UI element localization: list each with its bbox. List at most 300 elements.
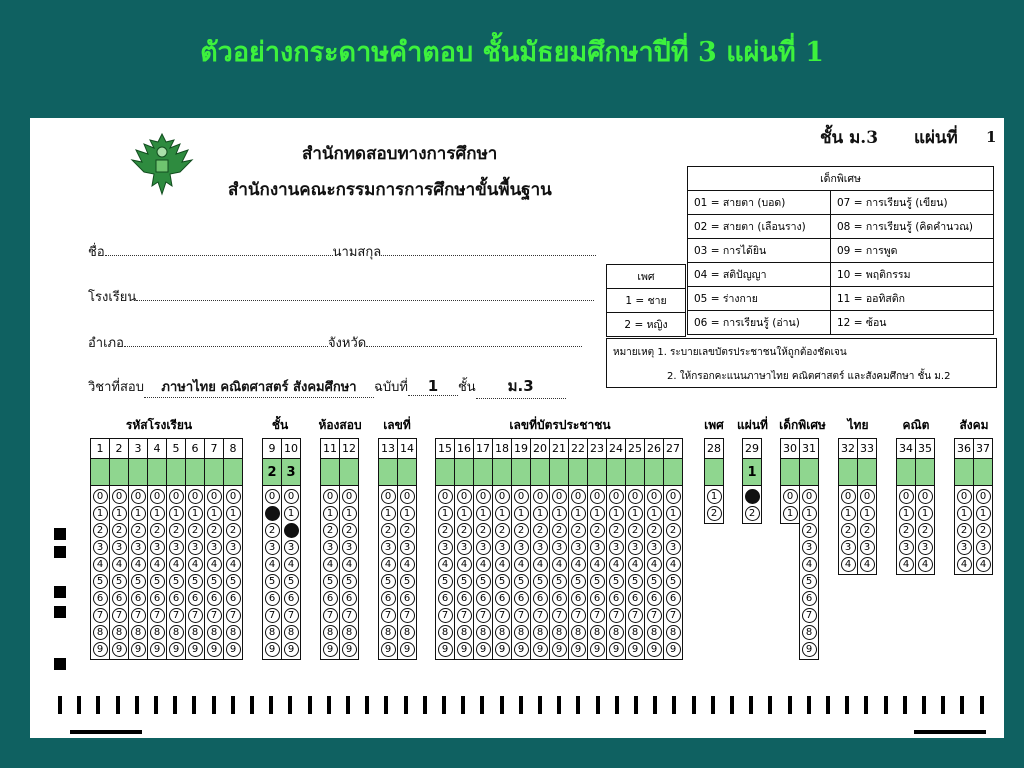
answer-bubble[interactable]: 1 [514,506,529,521]
answer-bubble[interactable]: 4 [533,557,548,572]
answer-bubble[interactable]: 6 [571,591,586,606]
answer-bubble[interactable]: 9 [590,642,605,657]
answer-bubble[interactable]: 0 [265,489,280,504]
answer-bubble[interactable]: 6 [342,591,357,606]
answer-bubble[interactable]: 9 [342,642,357,657]
answer-bubble[interactable]: 3 [552,540,567,555]
answer-bubble[interactable]: 1 [438,506,453,521]
answer-bubble[interactable]: 1 [284,506,299,521]
write-in-box[interactable] [781,459,799,486]
answer-bubble[interactable]: 8 [226,625,241,640]
answer-bubble[interactable]: 9 [188,642,203,657]
answer-bubble[interactable]: 5 [666,574,681,589]
answer-bubble[interactable]: 8 [438,625,453,640]
answer-bubble[interactable]: 3 [899,540,914,555]
answer-bubble[interactable]: 9 [628,642,643,657]
answer-bubble[interactable]: 9 [265,642,280,657]
answer-bubble[interactable]: 5 [495,574,510,589]
answer-bubble[interactable]: 3 [666,540,681,555]
answer-bubble[interactable]: 9 [476,642,491,657]
answer-bubble[interactable]: 3 [860,540,875,555]
answer-bubble[interactable]: 1 [783,506,798,521]
surname-field[interactable] [381,255,596,256]
answer-bubble[interactable]: 2 [514,523,529,538]
answer-bubble[interactable]: 2 [226,523,241,538]
answer-bubble[interactable]: 0 [647,489,662,504]
write-in-box[interactable] [186,459,204,486]
version-value[interactable]: 1 [408,377,458,396]
answer-bubble[interactable]: 8 [381,625,396,640]
answer-bubble[interactable]: 6 [169,591,184,606]
answer-bubble[interactable]: 5 [590,574,605,589]
subject-value[interactable]: ภาษาไทย คณิตศาสตร์ สังคมศึกษา [144,376,374,398]
answer-bubble[interactable]: 9 [169,642,184,657]
answer-bubble[interactable]: 6 [381,591,396,606]
answer-bubble[interactable]: 7 [438,608,453,623]
answer-bubble[interactable]: 8 [188,625,203,640]
answer-bubble[interactable]: 9 [93,642,108,657]
answer-bubble[interactable]: 9 [112,642,127,657]
answer-bubble[interactable]: 3 [400,540,415,555]
answer-bubble[interactable]: 5 [609,574,624,589]
district-field[interactable] [124,346,328,347]
answer-bubble[interactable]: 6 [323,591,338,606]
answer-bubble[interactable] [284,523,299,538]
answer-bubble[interactable]: 6 [226,591,241,606]
answer-bubble[interactable]: 1 [169,506,184,521]
write-in-box[interactable] [398,459,416,486]
answer-bubble[interactable]: 5 [438,574,453,589]
answer-bubble[interactable]: 1 [495,506,510,521]
answer-bubble[interactable]: 4 [899,557,914,572]
answer-bubble[interactable]: 4 [802,557,817,572]
answer-bubble[interactable]: 2 [495,523,510,538]
answer-bubble[interactable]: 5 [265,574,280,589]
answer-bubble[interactable]: 9 [381,642,396,657]
answer-bubble[interactable]: 8 [514,625,529,640]
answer-bubble[interactable]: 5 [284,574,299,589]
answer-bubble[interactable]: 8 [476,625,491,640]
answer-bubble[interactable]: 1 [590,506,605,521]
answer-bubble[interactable]: 0 [476,489,491,504]
answer-bubble[interactable]: 8 [628,625,643,640]
answer-bubble[interactable]: 7 [93,608,108,623]
answer-bubble[interactable]: 5 [571,574,586,589]
answer-bubble[interactable]: 4 [400,557,415,572]
answer-bubble[interactable]: 4 [609,557,624,572]
answer-bubble[interactable]: 1 [323,506,338,521]
answer-bubble[interactable]: 0 [957,489,972,504]
answer-bubble[interactable]: 6 [265,591,280,606]
answer-bubble[interactable]: 3 [381,540,396,555]
answer-bubble[interactable]: 7 [284,608,299,623]
answer-bubble[interactable]: 6 [552,591,567,606]
write-in-box[interactable] [493,459,511,486]
answer-bubble[interactable]: 3 [571,540,586,555]
write-in-box[interactable] [91,459,109,486]
answer-bubble[interactable]: 5 [476,574,491,589]
answer-bubble[interactable]: 2 [571,523,586,538]
answer-bubble[interactable]: 4 [131,557,146,572]
write-in-box[interactable] [455,459,473,486]
answer-bubble[interactable]: 9 [802,642,817,657]
answer-bubble[interactable]: 0 [207,489,222,504]
write-in-box[interactable]: 2 [263,459,281,486]
answer-bubble[interactable]: 4 [112,557,127,572]
answer-bubble[interactable]: 9 [323,642,338,657]
answer-bubble[interactable]: 7 [590,608,605,623]
answer-bubble[interactable]: 5 [188,574,203,589]
answer-bubble[interactable]: 7 [533,608,548,623]
answer-bubble[interactable]: 6 [93,591,108,606]
answer-bubble[interactable]: 8 [609,625,624,640]
answer-bubble[interactable]: 7 [150,608,165,623]
answer-bubble[interactable]: 3 [150,540,165,555]
answer-bubble[interactable]: 0 [918,489,933,504]
answer-bubble[interactable]: 2 [457,523,472,538]
write-in-box[interactable] [916,459,934,486]
answer-bubble[interactable]: 1 [188,506,203,521]
answer-bubble[interactable]: 9 [514,642,529,657]
answer-bubble[interactable]: 3 [93,540,108,555]
answer-bubble[interactable]: 0 [552,489,567,504]
answer-bubble[interactable]: 7 [188,608,203,623]
answer-bubble[interactable]: 3 [514,540,529,555]
answer-bubble[interactable]: 7 [495,608,510,623]
answer-bubble[interactable]: 8 [207,625,222,640]
answer-bubble[interactable]: 4 [647,557,662,572]
answer-bubble[interactable]: 2 [957,523,972,538]
answer-bubble[interactable]: 1 [841,506,856,521]
answer-bubble[interactable]: 1 [112,506,127,521]
answer-bubble[interactable]: 4 [476,557,491,572]
answer-bubble[interactable]: 9 [552,642,567,657]
answer-bubble[interactable]: 8 [93,625,108,640]
answer-bubble[interactable]: 9 [438,642,453,657]
answer-bubble[interactable]: 3 [802,540,817,555]
answer-bubble[interactable]: 1 [131,506,146,521]
write-in-box[interactable] [129,459,147,486]
answer-bubble[interactable]: 0 [150,489,165,504]
write-in-box[interactable]: 1 [743,459,761,486]
answer-bubble[interactable]: 1 [552,506,567,521]
answer-bubble[interactable]: 3 [438,540,453,555]
answer-bubble[interactable]: 1 [707,489,722,504]
answer-bubble[interactable]: 2 [400,523,415,538]
answer-bubble[interactable]: 8 [400,625,415,640]
answer-bubble[interactable]: 1 [381,506,396,521]
write-in-box[interactable] [531,459,549,486]
answer-bubble[interactable]: 4 [188,557,203,572]
answer-bubble[interactable]: 2 [265,523,280,538]
answer-bubble[interactable]: 8 [150,625,165,640]
answer-bubble[interactable]: 3 [918,540,933,555]
answer-bubble[interactable]: 7 [647,608,662,623]
answer-bubble[interactable]: 8 [265,625,280,640]
answer-bubble[interactable]: 9 [131,642,146,657]
answer-bubble[interactable]: 0 [783,489,798,504]
answer-bubble[interactable]: 8 [571,625,586,640]
answer-bubble[interactable] [265,506,280,521]
write-in-box[interactable] [550,459,568,486]
answer-bubble[interactable]: 3 [323,540,338,555]
answer-bubble[interactable]: 3 [533,540,548,555]
answer-bubble[interactable]: 7 [571,608,586,623]
answer-bubble[interactable]: 9 [533,642,548,657]
answer-bubble[interactable]: 0 [514,489,529,504]
answer-bubble[interactable]: 1 [628,506,643,521]
answer-bubble[interactable]: 0 [93,489,108,504]
answer-bubble[interactable]: 2 [745,506,760,521]
answer-bubble[interactable]: 1 [226,506,241,521]
answer-bubble[interactable]: 0 [381,489,396,504]
answer-bubble[interactable]: 5 [226,574,241,589]
answer-bubble[interactable]: 0 [976,489,991,504]
answer-bubble[interactable]: 6 [628,591,643,606]
answer-bubble[interactable]: 0 [571,489,586,504]
answer-bubble[interactable]: 7 [207,608,222,623]
answer-bubble[interactable]: 4 [514,557,529,572]
answer-bubble[interactable]: 2 [666,523,681,538]
answer-bubble[interactable]: 2 [841,523,856,538]
answer-bubble[interactable]: 5 [514,574,529,589]
answer-bubble[interactable]: 4 [841,557,856,572]
answer-bubble[interactable]: 8 [552,625,567,640]
answer-bubble[interactable]: 2 [476,523,491,538]
answer-bubble[interactable]: 1 [457,506,472,521]
answer-bubble[interactable]: 7 [342,608,357,623]
answer-bubble[interactable]: 1 [609,506,624,521]
answer-bubble[interactable]: 6 [590,591,605,606]
answer-bubble[interactable]: 4 [438,557,453,572]
answer-bubble[interactable]: 4 [381,557,396,572]
answer-bubble[interactable]: 2 [323,523,338,538]
answer-bubble[interactable]: 2 [93,523,108,538]
answer-bubble[interactable]: 2 [976,523,991,538]
answer-bubble[interactable]: 6 [284,591,299,606]
answer-bubble[interactable]: 5 [323,574,338,589]
answer-bubble[interactable]: 6 [188,591,203,606]
write-in-box[interactable] [705,459,723,486]
answer-bubble[interactable]: 6 [131,591,146,606]
answer-bubble[interactable]: 7 [112,608,127,623]
answer-bubble[interactable]: 1 [571,506,586,521]
answer-bubble[interactable]: 7 [169,608,184,623]
answer-bubble[interactable]: 8 [323,625,338,640]
answer-bubble[interactable]: 9 [207,642,222,657]
answer-bubble[interactable]: 3 [188,540,203,555]
write-in-box[interactable] [800,459,818,486]
answer-bubble[interactable]: 3 [590,540,605,555]
answer-bubble[interactable]: 0 [609,489,624,504]
answer-bubble[interactable]: 5 [628,574,643,589]
answer-bubble[interactable]: 0 [802,489,817,504]
answer-bubble[interactable]: 4 [169,557,184,572]
answer-bubble[interactable]: 7 [609,608,624,623]
answer-bubble[interactable]: 1 [957,506,972,521]
answer-bubble[interactable]: 3 [647,540,662,555]
write-in-box[interactable] [474,459,492,486]
answer-bubble[interactable]: 0 [841,489,856,504]
answer-bubble[interactable]: 7 [628,608,643,623]
answer-bubble[interactable]: 7 [457,608,472,623]
answer-bubble[interactable]: 5 [533,574,548,589]
answer-bubble[interactable]: 2 [899,523,914,538]
write-in-box[interactable] [607,459,625,486]
answer-bubble[interactable]: 3 [976,540,991,555]
answer-bubble[interactable]: 1 [150,506,165,521]
answer-bubble[interactable]: 8 [666,625,681,640]
write-in-box[interactable] [588,459,606,486]
answer-bubble[interactable]: 3 [284,540,299,555]
answer-bubble[interactable]: 2 [169,523,184,538]
answer-bubble[interactable]: 3 [476,540,491,555]
answer-bubble[interactable]: 9 [400,642,415,657]
answer-bubble[interactable]: 7 [666,608,681,623]
answer-bubble[interactable]: 3 [841,540,856,555]
answer-bubble[interactable]: 3 [457,540,472,555]
answer-bubble[interactable]: 4 [976,557,991,572]
answer-bubble[interactable]: 2 [647,523,662,538]
answer-bubble[interactable]: 6 [647,591,662,606]
answer-bubble[interactable]: 1 [342,506,357,521]
answer-bubble[interactable]: 8 [112,625,127,640]
answer-bubble[interactable]: 2 [533,523,548,538]
answer-bubble[interactable]: 0 [226,489,241,504]
answer-bubble[interactable]: 2 [381,523,396,538]
answer-bubble[interactable]: 7 [323,608,338,623]
answer-bubble[interactable]: 7 [226,608,241,623]
answer-bubble[interactable]: 0 [495,489,510,504]
write-in-box[interactable] [167,459,185,486]
answer-bubble[interactable]: 2 [860,523,875,538]
write-in-box[interactable] [897,459,915,486]
write-in-box[interactable] [858,459,876,486]
answer-bubble[interactable]: 1 [802,506,817,521]
answer-bubble[interactable]: 2 [802,523,817,538]
answer-bubble[interactable]: 6 [476,591,491,606]
answer-bubble[interactable]: 8 [131,625,146,640]
answer-bubble[interactable]: 3 [207,540,222,555]
answer-bubble[interactable]: 7 [514,608,529,623]
answer-bubble[interactable]: 9 [666,642,681,657]
answer-bubble[interactable]: 1 [533,506,548,521]
answer-bubble[interactable]: 6 [514,591,529,606]
answer-bubble[interactable]: 4 [265,557,280,572]
answer-bubble[interactable]: 4 [571,557,586,572]
answer-bubble[interactable]: 5 [381,574,396,589]
answer-bubble[interactable]: 3 [609,540,624,555]
answer-bubble[interactable]: 6 [207,591,222,606]
write-in-box[interactable] [645,459,663,486]
write-in-box[interactable] [436,459,454,486]
write-in-box[interactable] [955,459,973,486]
answer-bubble[interactable]: 2 [342,523,357,538]
answer-bubble[interactable]: 9 [226,642,241,657]
write-in-box[interactable] [340,459,358,486]
answer-bubble[interactable]: 6 [609,591,624,606]
answer-bubble[interactable]: 0 [457,489,472,504]
answer-bubble[interactable]: 2 [552,523,567,538]
answer-bubble[interactable]: 6 [666,591,681,606]
answer-bubble[interactable]: 2 [438,523,453,538]
answer-bubble[interactable]: 4 [666,557,681,572]
answer-bubble[interactable]: 9 [609,642,624,657]
answer-bubble[interactable]: 2 [609,523,624,538]
answer-bubble[interactable]: 3 [495,540,510,555]
answer-bubble[interactable]: 4 [150,557,165,572]
answer-bubble[interactable]: 1 [476,506,491,521]
answer-bubble[interactable]: 9 [457,642,472,657]
answer-bubble[interactable]: 0 [323,489,338,504]
answer-bubble[interactable]: 0 [112,489,127,504]
answer-bubble[interactable]: 6 [457,591,472,606]
answer-bubble[interactable]: 1 [207,506,222,521]
answer-bubble[interactable]: 8 [169,625,184,640]
answer-bubble[interactable]: 1 [918,506,933,521]
answer-bubble[interactable]: 5 [131,574,146,589]
answer-bubble[interactable]: 9 [284,642,299,657]
answer-bubble[interactable]: 6 [533,591,548,606]
answer-bubble[interactable]: 4 [590,557,605,572]
answer-bubble[interactable]: 1 [647,506,662,521]
answer-bubble[interactable]: 9 [647,642,662,657]
answer-bubble[interactable]: 2 [590,523,605,538]
answer-bubble[interactable]: 4 [495,557,510,572]
school-field[interactable] [136,300,594,301]
answer-bubble[interactable]: 4 [918,557,933,572]
answer-bubble[interactable]: 1 [666,506,681,521]
answer-bubble[interactable]: 2 [628,523,643,538]
answer-bubble[interactable]: 0 [284,489,299,504]
answer-bubble[interactable]: 5 [552,574,567,589]
answer-bubble[interactable]: 4 [226,557,241,572]
answer-bubble[interactable]: 5 [342,574,357,589]
answer-bubble[interactable]: 4 [207,557,222,572]
answer-bubble[interactable]: 6 [495,591,510,606]
answer-bubble[interactable]: 5 [93,574,108,589]
answer-bubble[interactable]: 3 [169,540,184,555]
answer-bubble[interactable]: 4 [457,557,472,572]
write-in-box[interactable] [224,459,242,486]
class-value[interactable]: ม.3 [476,374,566,399]
answer-bubble[interactable]: 0 [131,489,146,504]
write-in-box[interactable] [839,459,857,486]
answer-bubble[interactable]: 3 [628,540,643,555]
answer-bubble[interactable]: 9 [495,642,510,657]
write-in-box[interactable] [974,459,992,486]
answer-bubble[interactable]: 2 [112,523,127,538]
answer-bubble[interactable]: 4 [323,557,338,572]
answer-bubble[interactable]: 8 [802,625,817,640]
answer-bubble[interactable]: 0 [169,489,184,504]
answer-bubble[interactable]: 4 [342,557,357,572]
answer-bubble[interactable]: 3 [226,540,241,555]
write-in-box[interactable] [626,459,644,486]
answer-bubble[interactable]: 1 [899,506,914,521]
answer-bubble[interactable]: 0 [533,489,548,504]
write-in-box[interactable] [379,459,397,486]
answer-bubble[interactable]: 8 [457,625,472,640]
answer-bubble[interactable]: 0 [899,489,914,504]
answer-bubble[interactable]: 2 [188,523,203,538]
answer-bubble[interactable]: 8 [284,625,299,640]
answer-bubble[interactable]: 0 [590,489,605,504]
answer-bubble[interactable]: 8 [342,625,357,640]
answer-bubble[interactable]: 8 [495,625,510,640]
write-in-box[interactable] [664,459,682,486]
answer-bubble[interactable]: 8 [647,625,662,640]
